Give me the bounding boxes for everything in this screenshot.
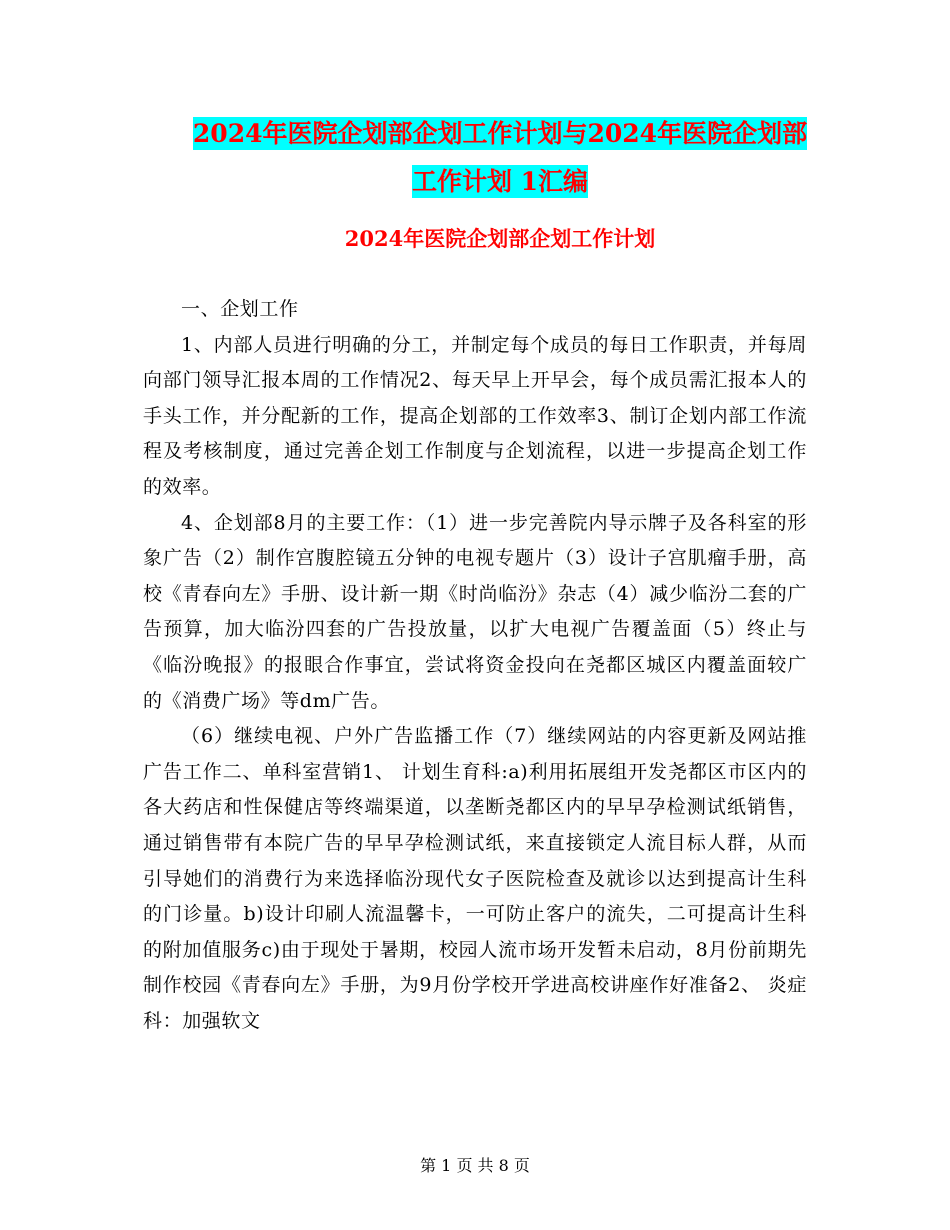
document-title-line-2: 工作计划 1汇编	[411, 167, 589, 196]
paragraph: 1、内部人员进行明确的分工，并制定每个成员的每日工作职责，并每周向部门领导汇报本周的工作情况2、每天早上开早会，每个成员需汇报本人的手头工作，并分配新的工作，提高企划部的工作效率3、制订企划内部工作流程及考核制度，通过完善企划工作制度与企划流程，以进一步提高企划工作的效率。	[143, 333, 807, 498]
document-body	[143, 292, 807, 1039]
section-title: 2024年医院企划部企划工作计划	[344, 226, 656, 251]
page-footer: 第 1 页 共 8 页	[420, 1156, 530, 1175]
paragraph: （6）继续电视、户外广告监播工作（7）继续网站的内容更新及网站推广告工作二、单科室营销1、 计划生育科:a)利用拓展组开发尧都区市区内的各大药店和性保健店等终端渠道，以垄断尧都区内的早早孕检测试纸销售，通过销售带有本院广告的早早孕检测试纸，来直接锁定人流目标人群，从而引导她们的消费行为来选择临汾现代女子医院检查及就诊以达到提高计生科的门诊量。b)设计印刷人流温馨卡，一可防止客户的流失，二可提高计生科的附加值服务c)由于现处于暑期，校园人流市场开发暂未启动，8月份前期先制作校园《青春向左》手册，为9月份学校开学进高校讲座作好准备2、 炎症科：加强软文	[143, 725, 807, 1032]
paragraph: 4、企划部8月的主要工作：（1）进一步完善院内导示牌子及各科室的形象广告（2）制作宫腹腔镜五分钟的电视专题片（3）设计子宫肌瘤手册，高校《青春向左》手册、设计新一期《时尚临汾》杂志（4）减少临汾二套的广告预算，加大临汾四套的广告投放量，以扩大电视广告覆盖面（5）终止与《临汾晚报》的报眼合作事宜，尝试将资金投向在尧都区城区内覆盖面较广的《消费广场》等dm广告。	[143, 511, 807, 712]
document-title-line-1: 2024年医院企划部企划工作计划与2024年医院企划部	[192, 119, 808, 148]
paragraph-heading: 一、企划工作	[181, 298, 299, 320]
document-title	[140, 110, 860, 206]
